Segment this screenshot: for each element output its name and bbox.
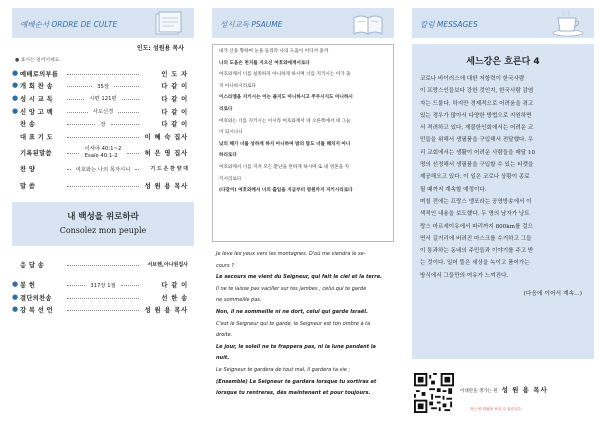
msg-line-text-line: 색적인 내용을 보도했다. 두 명의 남자가 낭트 — [420, 211, 530, 218]
psalm-line-text-line: 여호와께서 너를 실족하지 아니하게 하시며 너를 지키시는 이가 졸 — [219, 72, 351, 78]
message-footer — [412, 363, 594, 423]
sermon-title-box — [12, 202, 194, 246]
msg-line-text-line: 이 프랑스인들보다 강한 것인지, 한국사람 감염 — [420, 88, 534, 95]
signature-name: 성 원 용 목사 — [501, 386, 548, 394]
message-body — [420, 73, 586, 282]
order-row — [12, 278, 194, 291]
psalm-line-text-line: 리로다 — [219, 106, 233, 112]
msg-line-text-line: 명의 선정해서 생필품을 구입할 수 있는 티켓을 — [420, 162, 534, 169]
message-continued: (다음에 이어서 계속...) — [523, 291, 582, 298]
sermon-preacher: 성 원 용 목사 — [144, 182, 188, 190]
order-row — [12, 130, 194, 143]
fr-line-text-line: Le Seigneur te gardera de tout mal, il gardera ta vie ; — [216, 366, 351, 373]
standing-dot-icon: ● — [12, 292, 19, 301]
standing-dot-icon: ● — [12, 81, 19, 90]
msg-line-text-line: 민들을 위해서 생필품을 구입해서 전달했다. 우 — [420, 137, 534, 144]
fr-line-text-line: cours ? — [216, 262, 234, 269]
order-label: 강 복 선 언 — [20, 307, 54, 315]
footer-note: 자는 안 칼럼을 보실 수 있습니다. — [470, 407, 522, 411]
msg-line-text-line: 있는 경우가 많아서 다양한 방법으로 지원하면 — [420, 112, 532, 119]
scripture-ref-korean: 이사야 40:1~2 — [84, 145, 122, 152]
order-row — [12, 117, 194, 130]
order-row — [12, 80, 194, 93]
psalm-line-text-line: 키시리로다 — [219, 176, 242, 182]
msg-line-text-line: 될 때까지 계속할 예정이다. — [420, 186, 487, 193]
messages-column — [412, 8, 594, 417]
psalm-line-text-line: 지 아니하시리로다 — [219, 83, 256, 89]
order-leader: 이 혜 숙 집사 — [144, 133, 188, 141]
order-row — [12, 67, 194, 80]
fr-line-text-line: lorsque tu rentreras, dès maintenant et pour toujours. — [216, 390, 371, 397]
fr-line-text-line: (Ensemble) Le Seigneur te gardera lorsque tu sortiras et — [216, 378, 377, 385]
order-label: 개 회 찬 송 — [20, 83, 54, 91]
fr-line-text-line: Le jour, le soleil ne te frappera pas, ni la lune pendant la — [216, 343, 376, 350]
qr-code-icon[interactable] — [414, 373, 454, 413]
fr-line-text-line: nuit. — [216, 355, 230, 362]
standing-dot-icon: ● — [12, 106, 19, 115]
order-leader: 다 같 이 — [161, 282, 188, 290]
psalm-header — [212, 8, 394, 38]
msg-line-text-line: 는 것이다. 일어 뜰은 세상을 녹이고 품어가는 — [420, 260, 530, 267]
psalm-column — [212, 8, 394, 417]
msg-line-text-line: 랑스 마르세이유에서 파리까지 800km를 걸으 — [420, 223, 533, 230]
order-leader: 다 같 이 — [161, 121, 188, 129]
response-row — [12, 258, 194, 271]
messages-header — [412, 8, 594, 38]
psalm-line-text-line: (다같이) 여호와께서 너의 출입을 지금부터 영원까지 지키시리로다 — [219, 188, 353, 194]
scripture-label: 기록된말씀 — [20, 150, 52, 158]
order-detail: 시편 121편 — [89, 96, 117, 103]
open-book-icon — [348, 8, 388, 38]
fr-line-text-line: Non, il ne sommeille ni ne dort, celui qui garde Israël. — [216, 308, 368, 315]
bible-icon — [148, 8, 188, 38]
psalm-korean-text — [219, 46, 387, 197]
signature — [460, 385, 548, 394]
order-leader: 다 같 이 — [161, 83, 189, 91]
msg-line-text-line: 방식에서 그들만의 여유가 느껴진다. — [420, 272, 509, 279]
psalm-french-text — [212, 249, 394, 400]
officiant-text: 인도: 성원용 목사 — [136, 45, 184, 52]
fr-line-text-line: C'est le Seigneur qui te garde, le Seigneur est ton ombre à ta — [216, 320, 371, 327]
order-label: 성 시 교 독 — [20, 95, 54, 103]
messages-header-title: 칼럼 MESSAGES — [420, 20, 478, 29]
msg-line-text-line: 코로나 바이러스에 대한 저항력이 한국사람 — [420, 76, 525, 82]
order-label: 신 앙 고 백 — [20, 108, 54, 116]
msg-line-text-line: 이 통과하는 동네의 주민들과 이야기를 주고 받 — [420, 248, 534, 255]
sermon-row — [12, 179, 194, 192]
psalm-line-text-line: 이스라엘을 지키시는 이는 졸지도 아니하시고 주무시지도 아니하시 — [219, 95, 353, 101]
order-detail: 35장 — [97, 83, 109, 90]
scripture-reader: 허 은 영 집사 — [144, 150, 188, 158]
order-label: 찬 송 — [20, 121, 36, 129]
standing-dot-icon: ● — [12, 68, 19, 77]
signature-prefix: 이대만을 생가는 원 — [460, 389, 498, 394]
fr-line-text-line: ne sommeille pas. — [216, 297, 262, 304]
msg-line-text-line: 자는 드물다. 하지만 경제적으로 어려움을 겪고 — [420, 100, 534, 107]
sermon-title-french: Consolez mon peuple — [59, 225, 147, 235]
order-header-title: 예배순서 ORDRE DE CULTE — [20, 20, 118, 29]
order-leader: 다 같 이 — [161, 108, 188, 116]
standing-note: ● 표시는 일어서세요. — [15, 58, 61, 63]
order-detail: 사도신경 — [92, 109, 114, 116]
fr-line-text-line: Je lève les yeux vers les montagnes. D'où me viendra le se- — [216, 251, 366, 257]
order-detail: 317장 1절 — [90, 282, 116, 289]
response-label: 응 답 송 — [20, 261, 45, 269]
order-row — [12, 304, 194, 317]
order-leader: 성 원 용 목사 — [144, 307, 188, 315]
coffee-cup-icon — [548, 8, 588, 38]
psalm-line-text-line: 이 되시나니 — [219, 130, 243, 136]
standing-dot-icon: ● — [12, 305, 19, 314]
scripture-references — [82, 146, 125, 160]
msg-line-text-line: 면서 길거리에 버려진 마스크를 수거하고 그들 — [420, 235, 532, 242]
msg-line-text-line: 리 교회에서는 생활이 어려운 사람들을 매달 10 — [420, 149, 536, 156]
order-row — [12, 291, 194, 304]
scripture-row — [12, 143, 194, 163]
anthem-label: 찬 양 — [20, 166, 36, 174]
psalm-line-text-line: 내가 산을 향하여 눈을 들리라 나의 도움이 어디서 올까 — [219, 49, 329, 54]
anthem-title: 여호와는 나의 목자시니 — [75, 166, 131, 173]
psalm-line-text-line: 여호와께서 너를 지켜 모든 환난을 면하게 하시며 또 네 영혼을 지 — [219, 164, 349, 170]
order-label: 봉 헌 — [20, 282, 36, 290]
response-singers: 서브헨,아나원집사 — [147, 261, 188, 268]
sermon-title-korean: 내 백성을 위로하라 — [67, 211, 139, 222]
psalm-line-text-line: 여호와는 너를 지키시는 이시라 여호와께서 네 오른쪽에서 네 그늘 — [219, 118, 351, 124]
order-detail: 장 — [100, 121, 106, 128]
order-leader: 다 같 이 — [161, 95, 188, 103]
fr-line-text-line: Le secours me vient du Seigneur, qui fait le ciel et la terre. — [216, 274, 382, 281]
standing-dot-icon: ● — [12, 280, 19, 289]
msg-line-text-line: 서 격려하고 있다. 재불한인회에서는 어려운 교 — [420, 125, 534, 132]
order-header — [12, 8, 194, 38]
anthem-choir: 기 드 온 찬 양 대 — [150, 166, 189, 173]
order-label: 결단의찬송 — [20, 294, 52, 302]
sermon-label: 말 씀 — [20, 182, 36, 190]
order-leader: 선 한 송 — [161, 294, 188, 302]
standing-dot-icon: ● — [12, 93, 19, 102]
order-of-worship-column — [12, 8, 194, 417]
psalm-line-text-line: 하리로다 — [219, 153, 237, 159]
msg-line-text-line: 며칠 전에는 프랑스 앵포라는 공영방송에서 이 — [420, 198, 532, 205]
fr-line-text-line: Il ne te laisse pas vaciller sur tes jambes ; celui qui te garde — [216, 285, 367, 292]
message-box — [412, 44, 594, 359]
psalm-line-text-line: 낮의 해가 너를 상하게 하지 아니하며 밤의 달도 너를 해치지 아니 — [219, 141, 351, 147]
scripture-ref-french: Esaïe 40:1-2 — [84, 152, 118, 159]
psalm-line-text-line: 나의 도움은 천지를 지으신 여호와에게서로다 — [219, 60, 310, 66]
order-row — [12, 92, 194, 105]
msg-line-text-line: 제공해오고 있다. 이 일은 코로나 상황이 종료 — [420, 174, 530, 181]
psalm-korean-box — [212, 44, 394, 242]
psalm-header-title: 성시교독 PSAUME — [220, 20, 283, 29]
order-leader: 인 도 자 — [161, 70, 188, 78]
message-title: 세느강은 흐른다 4 — [466, 57, 540, 67]
fr-line-text-line: droite. — [216, 332, 233, 339]
anthem-row — [12, 163, 194, 176]
order-label: 대 표 기 도 — [20, 133, 54, 141]
order-row — [12, 105, 194, 118]
order-label: 예배로의부름 — [20, 70, 59, 78]
